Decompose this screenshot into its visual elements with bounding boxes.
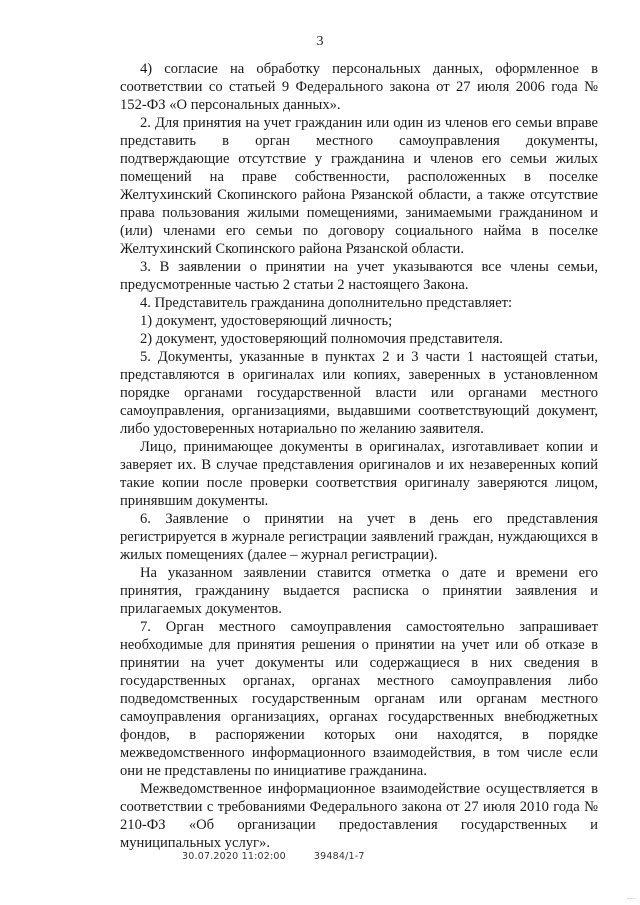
footer-doc-id: 39484/1-7 xyxy=(313,851,365,862)
page-number: 3 xyxy=(316,34,324,49)
paragraph-5-continuation: Лицо, принимающее документы в оригиналах, изготавливает копии и заверяет их. В случае представления оригиналов и их незаверенных копий такие копии после проверки соответствия оригиналу заверяются лицом, принявшим документы. xyxy=(120,439,598,509)
paragraph-5: 5. Документы, указанные в пунктах 2 и 3 части 1 настоящей статьи, представляются в оригиналах или копиях, заверенных в установленном порядке органами государственной власти или органами местного самоуправления, организациями, выдавшими соответствующий документ, либо удостоверенных нотариально по желанию заявителя. xyxy=(120,349,598,437)
document-footer xyxy=(182,851,365,862)
paragraph-3: 3. В заявлении о принятии на учет указываются все члены семьи, предусмотренные частью 2 статьи 2 настоящего Закона. xyxy=(120,259,598,293)
paragraph-4-item-1: 1) документ, удостоверяющий личность; xyxy=(140,313,393,329)
paragraph-6: 6. Заявление о принятии на учет в день его представления регистрируется в журнале регистрации заявлений граждан, нуждающихся в жилых помещениях (далее – журнал регистрации). xyxy=(120,511,598,563)
paragraph-4: 4. Представитель гражданина дополнительно представляет: xyxy=(140,295,513,311)
paragraph-2: 2. Для принятия на учет гражданин или один из членов его семьи вправе представить в орган местного самоуправления документы, подтверждающие отсутствие у гражданина и членов его семьи жилых помещений на праве собственности, расположенных в поселке Желтухинский Скопинского района Рязанской области, а также отсутствие права пользования жилыми помещениями, занимаемыми гражданином и (или) членами его семьи по договору социального найма в поселке Желтухинский Скопинского района Рязанской области. xyxy=(120,115,598,257)
paragraph-consent: 4) согласие на обработку персональных данных, оформленное в соответствии со статьей 9 Федерального закона от 27 июля 2006 года № 152-ФЗ «О персональных данных». xyxy=(120,61,598,113)
paragraph-6-continuation: На указанном заявлении ставится отметка о дате и времени его принятия, гражданину выдается расписка о принятии заявления и прилагаемых документов. xyxy=(120,565,598,617)
corner-mark: ... xyxy=(627,892,636,901)
paragraph-7: 7. Орган местного самоуправления самостоятельно запрашивает необходимые для принятия решения о принятии на учет или об отказе в принятии на учет документы или содержащиеся в них сведения в государственных органах, органах местного самоуправления либо подведомственных государственным органам или органам местного самоуправления организациях, органах государственных внебюджетных фондов, в распоряжении которых они находятся, в порядке межведомственного информационного взаимодействия, в том числе если они не представлены по инициативе гражданина. xyxy=(120,619,598,779)
footer-timestamp: 30.07.2020 11:02:00 xyxy=(182,851,286,862)
paragraph-7-continuation: Межведомственное информационное взаимодействие осуществляется в соответствии с требованиями Федерального закона от 27 июля 2010 года № 210-ФЗ «Об организации предоставления государственных и муниципальных услуг». xyxy=(120,781,598,851)
paragraph-4-item-2: 2) документ, удостоверяющий полномочия представителя. xyxy=(140,331,503,347)
document-body xyxy=(120,60,598,852)
